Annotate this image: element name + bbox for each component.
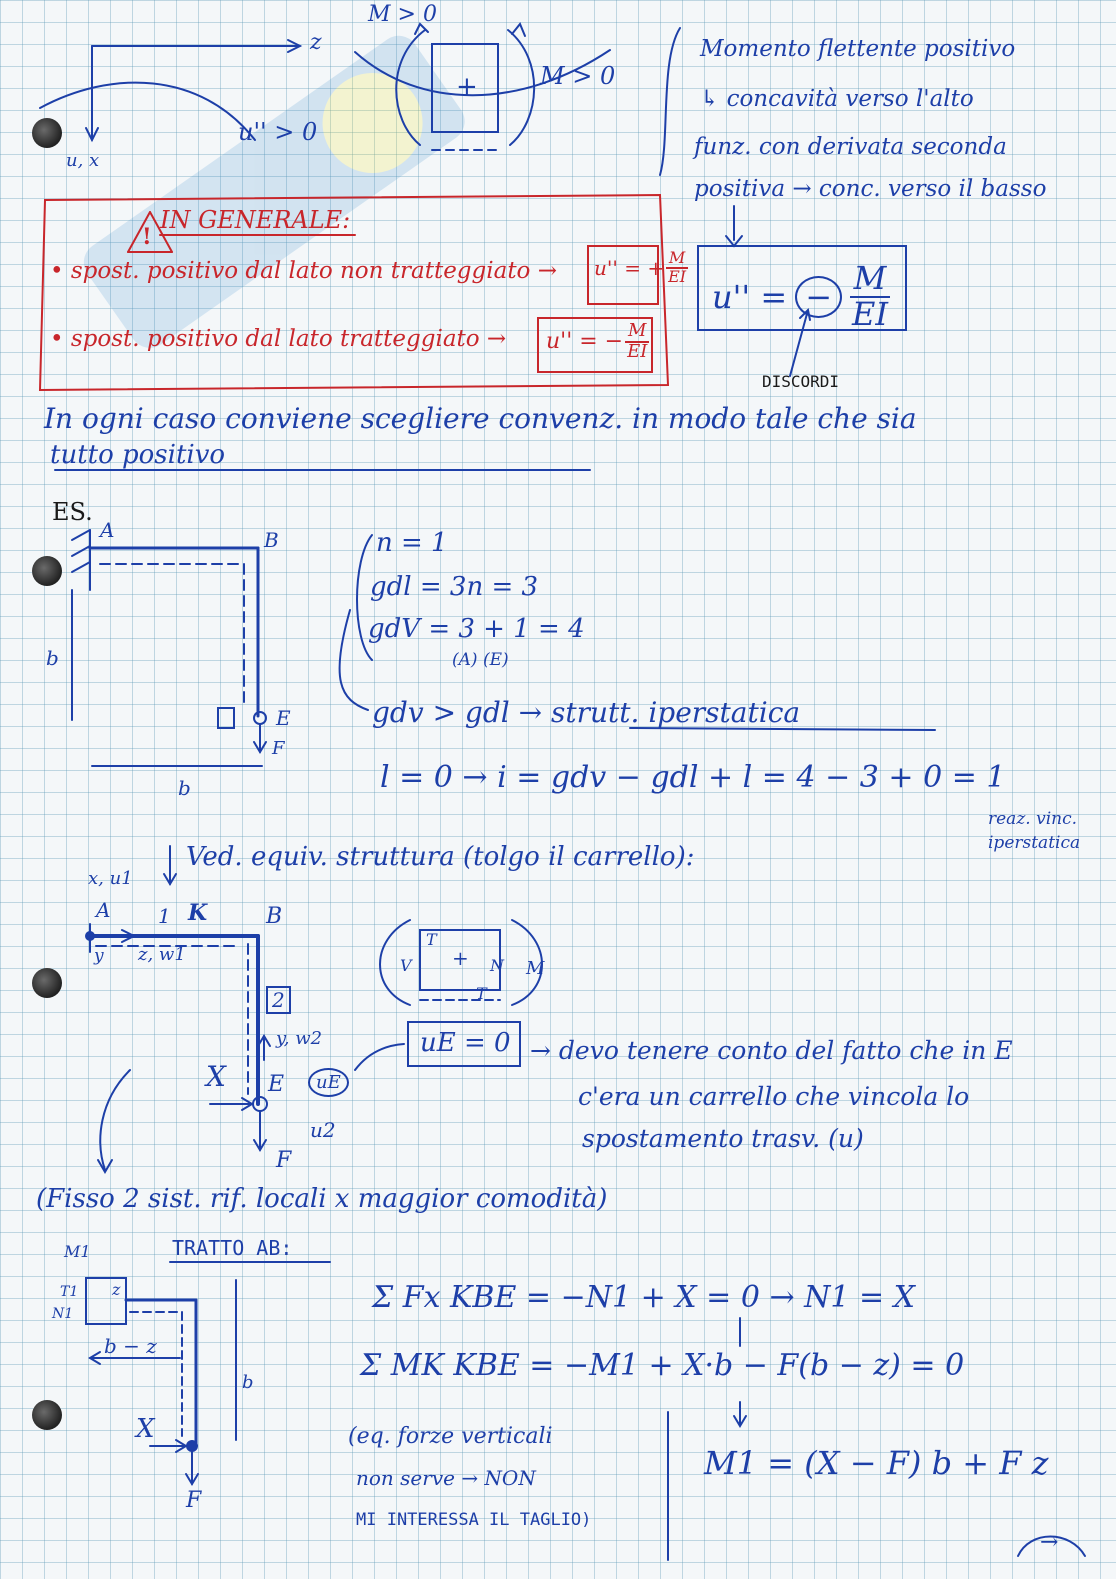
example-label: ES.	[52, 498, 93, 526]
convention-line-2: tutto positivo	[50, 440, 226, 470]
ue-label: uE	[308, 1068, 349, 1097]
equation: gdv > gdl → strutt. iperstatica	[372, 696, 801, 729]
formula-fraction	[666, 250, 688, 286]
node-a-label: A	[100, 518, 115, 542]
label-t1: T1	[60, 1284, 79, 1300]
reaction-note: reaz. vinc. iperstatica	[988, 809, 1081, 853]
node-k-label: K	[188, 900, 208, 926]
generale-line-1: • spost. positivo dal lato non tratteggiato →	[50, 258, 557, 284]
axis-y-label: y	[94, 946, 104, 966]
note-line: positiva → conc. verso il basso	[694, 176, 1047, 202]
generale-line-2: • spost. positivo dal lato tratteggiato →	[50, 326, 507, 352]
dim-b: b	[242, 1372, 254, 1393]
sign-v: V	[400, 956, 412, 975]
equation: gdV = 3 + 1 = 4	[368, 614, 585, 644]
tratto-ab-title: TRATTO AB:	[172, 1236, 293, 1260]
node-e-label: E	[276, 706, 291, 730]
formula-denominator: EI	[668, 266, 687, 286]
node-b-label: B	[266, 904, 283, 929]
segment-1-label: 1	[158, 904, 171, 928]
sign-m: M	[526, 958, 545, 979]
moment-left-label: M > 0	[368, 2, 437, 27]
dim-b-minus-z: b − z	[104, 1334, 157, 1358]
axis-y-w2: y, w2	[276, 1028, 323, 1049]
label-z: z	[112, 1280, 121, 1299]
shear-note: MI INTERESSA IL TAGLIO)	[356, 1510, 592, 1530]
dim-b-vertical: b	[46, 646, 59, 670]
equilibrium-eq-horizontal: Σ Fx KBE = −N1 + X = 0 → N1 = X	[372, 1280, 916, 1315]
note-line: Momento flettente positivo	[700, 36, 1016, 62]
fix-reference-note: (Fisso 2 sist. rif. locali x maggior comodità)	[36, 1184, 608, 1214]
sign-t: T	[426, 930, 437, 949]
formula-lhs: u'' =	[712, 277, 788, 316]
axis-z-label: z	[310, 30, 322, 55]
formula-denominator: EI	[627, 340, 648, 362]
force-x-label: X	[136, 1414, 155, 1444]
node-e-label: E	[268, 1072, 285, 1097]
formula-lhs: u'' = +	[594, 255, 665, 280]
continue-arrow-icon: →	[1040, 1530, 1059, 1555]
sign-plus: +	[452, 946, 469, 970]
convention-line-1: In ogni caso conviene scegliere convenz. in modo tale che sia	[44, 402, 917, 435]
formula-fraction	[850, 259, 890, 333]
constraint-note: spostamento trasv. (u)	[582, 1124, 864, 1153]
sign-n: N	[490, 956, 504, 975]
equation: n = 1	[376, 528, 448, 558]
equilibrium-eq-moment: Σ MK KBE = −M1 + X·b − F(b − z) = 0	[360, 1348, 965, 1383]
constraint-condition: uE = 0	[420, 1028, 511, 1058]
force-f-label: F	[276, 1148, 292, 1173]
force-x-label: X	[206, 1060, 226, 1093]
note-line: funz. con derivata seconda	[694, 134, 1007, 160]
constraint-note: → devo tenere conto del fatto che in E	[530, 1036, 1013, 1065]
formula-numerator: M	[625, 322, 649, 343]
equation: gdl = 3n = 3	[370, 572, 539, 602]
force-f-label: F	[186, 1488, 202, 1513]
warning-triangle-icon: !	[142, 224, 152, 250]
formula-lhs: u'' = −	[546, 329, 624, 355]
equation: l = 0 → i = gdv − gdl + l = 4 − 3 + 0 = 1	[380, 760, 1006, 795]
constraint-note: c'era un carrello che vincola lo	[578, 1082, 970, 1111]
formula-denominator: EI	[852, 294, 888, 333]
discordi-label: DISCORDI	[762, 372, 840, 391]
label-n1: N1	[52, 1306, 74, 1322]
node-a-label: A	[96, 898, 111, 922]
equivalent-title: Ved. equiv. struttura (tolgo il carrello):	[186, 842, 695, 872]
label-m1: M1	[64, 1242, 91, 1261]
formula-negative	[546, 322, 649, 362]
shear-note: non serve → NON	[356, 1466, 536, 1490]
u-second-label: u'' > 0	[238, 118, 318, 146]
axis-u-label: u, x	[66, 150, 100, 171]
note-line: ↳ concavità verso l'alto	[700, 86, 974, 112]
force-f-label: F	[272, 738, 285, 759]
sign-t-bottom: T	[476, 984, 487, 1003]
formula-numerator: M	[666, 250, 688, 269]
equation-note: (A) (E)	[452, 650, 509, 670]
plus-sign: +	[456, 72, 478, 102]
formula-numerator: M	[850, 262, 890, 298]
node-b-label: B	[264, 528, 279, 552]
axis-u2-label: u2	[310, 1118, 336, 1142]
axis-x-u1: x, u1	[88, 868, 133, 889]
formula-sign: −	[795, 276, 842, 318]
shear-note: (eq. forze verticali	[348, 1424, 553, 1449]
formula-positive	[594, 250, 688, 286]
dim-b-horizontal: b	[178, 776, 191, 800]
generale-title: IN GENERALE:	[160, 206, 351, 234]
segment-2-label: 2	[266, 986, 291, 1014]
moment-result: M1 = (X − F) b + F z	[704, 1444, 1049, 1482]
curvature-formula	[712, 259, 890, 333]
axis-z-w1: z, w1	[138, 944, 186, 965]
formula-fraction	[625, 322, 649, 362]
moment-right-label: M > 0	[540, 62, 616, 90]
